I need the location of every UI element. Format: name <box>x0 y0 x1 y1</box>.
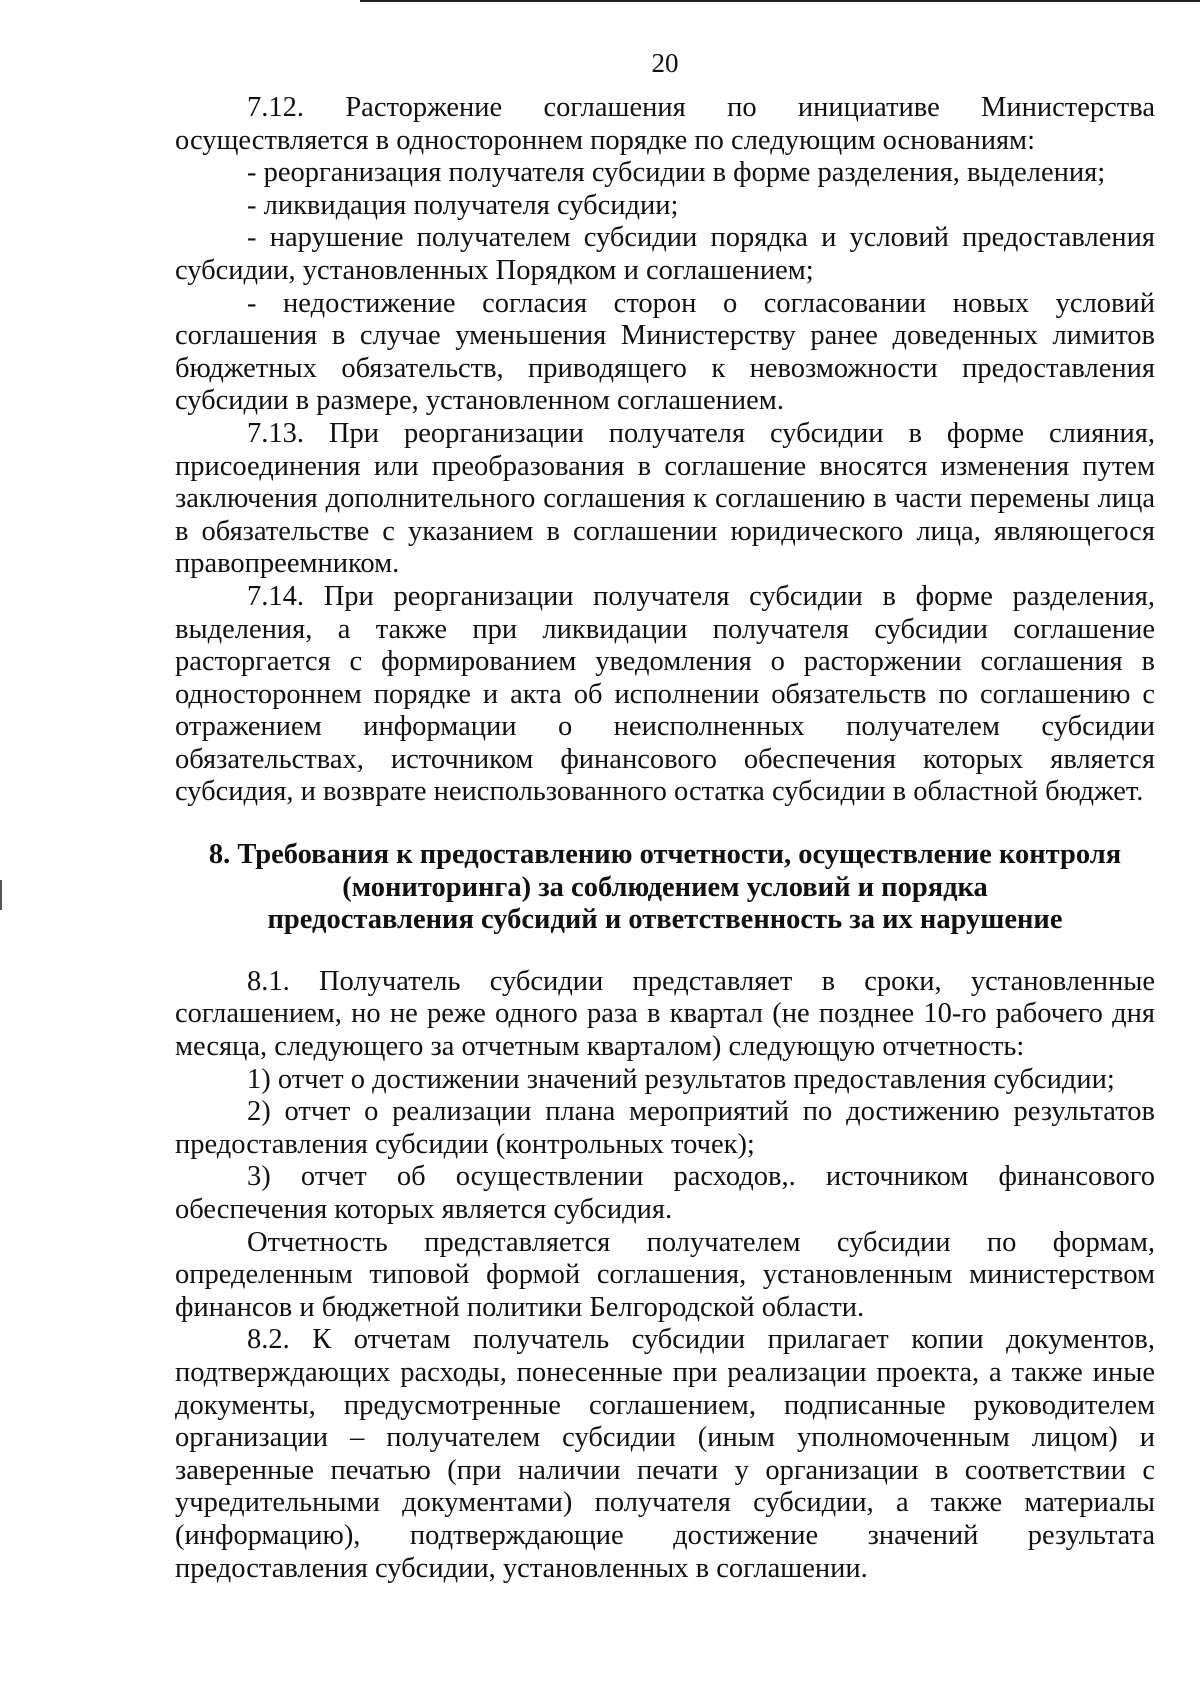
document-page <box>175 40 1155 1585</box>
list-item: - нарушение получателем субсидии порядка и условий предоставления субсидии, установленных Порядком и соглашением; <box>175 222 1155 286</box>
heading-line: (мониторинга) за соблюдением условий и порядка <box>342 871 988 903</box>
heading-line: 8. Требования к предоставлению отчетности, осуществление контроля <box>208 839 1122 871</box>
heading-line: предоставления субсидий и ответственность за их нарушение <box>267 904 1063 936</box>
paragraph-7-13: 7.13. При реорганизации получателя субсидии в форме слияния, присоединения или преобразования в соглашение вносятся изменения путем заключения дополнительного соглашения к соглашению в части перемены лица в обязательстве с указанием в соглашении юридического лица, являющегося правопреемником. <box>175 417 1155 580</box>
section-8-heading <box>175 839 1155 937</box>
list-item: - ликвидация получателя субсидии; <box>247 189 679 221</box>
scan-edge-line <box>360 0 1200 2</box>
paragraph-report-forms: Отчетность представляется получателем субсидии по формам, определенным типовой формой соглашения, установленным министерством финансов и бюджетной политики Белгородской области. <box>175 1226 1155 1323</box>
report-item: 3) отчет об осуществлении расходов,. источником финансового обеспечения которых является субсидия. <box>175 1161 1155 1225</box>
paragraph-8-1: 8.1. Получатель субсидии представляет в сроки, установленные соглашением, но не реже одного раза в квартал (не позднее 10-го рабочего дня месяца, следующего за отчетным кварталом) следующую отчетность: <box>175 965 1155 1063</box>
paragraph-7-14: 7.14. При реорганизации получателя субсидии в форме разделения, выделения, а также при ликвидации получателя субсидии соглашение расторгается с формированием уведомления о расторжении соглашения в одностороннем порядке и акта об исполнении обязательств по соглашению с отражением информации о неисполненных получателем субсидии обязательствах, источником финансового обеспечения которых является субсидия, и возврате неиспользованного остатка субсидии в областной бюджет. <box>175 580 1155 808</box>
paragraph-7-12: 7.12. Расторжение соглашения по инициативе Министерства осуществляется в одностороннем порядке по следующим основаниям: <box>175 92 1155 156</box>
list-item: - реорганизация получателя субсидии в форме разделения, выделения; <box>247 157 1106 189</box>
scan-margin-mark <box>0 880 2 910</box>
page-number: 20 <box>651 48 679 78</box>
paragraph-8-2: 8.2. К отчетам получатель субсидии прилагает копии документов, подтверждающих расходы, понесенные при реализации проекта, а также иные документы, предусмотренные соглашением, подписанные руководителем организации – получателем субсидии (иным уполномоченным лицом) и заверенные печатью (при наличии печати у организации в соответствии с учредительными документами) получателя субсидии, а также материалы (информацию), подтверждающие достижение значений результата предоставления субсидии, установленных в соглашении. <box>175 1324 1155 1584</box>
list-item: - недостижение согласия сторон о согласовании новых условий соглашения в случае уменьшения Министерству ранее доведенных лимитов бюджетных обязательств, приводящего к невозможности предоставления субсидии в размере, установленном соглашением. <box>175 287 1155 417</box>
report-item: 2) отчет о реализации плана мероприятий по достижению результатов предоставления субсидии (контрольных точек); <box>175 1096 1155 1160</box>
report-item: 1) отчет о достижении значений результатов предоставления субсидии; <box>247 1063 1115 1095</box>
